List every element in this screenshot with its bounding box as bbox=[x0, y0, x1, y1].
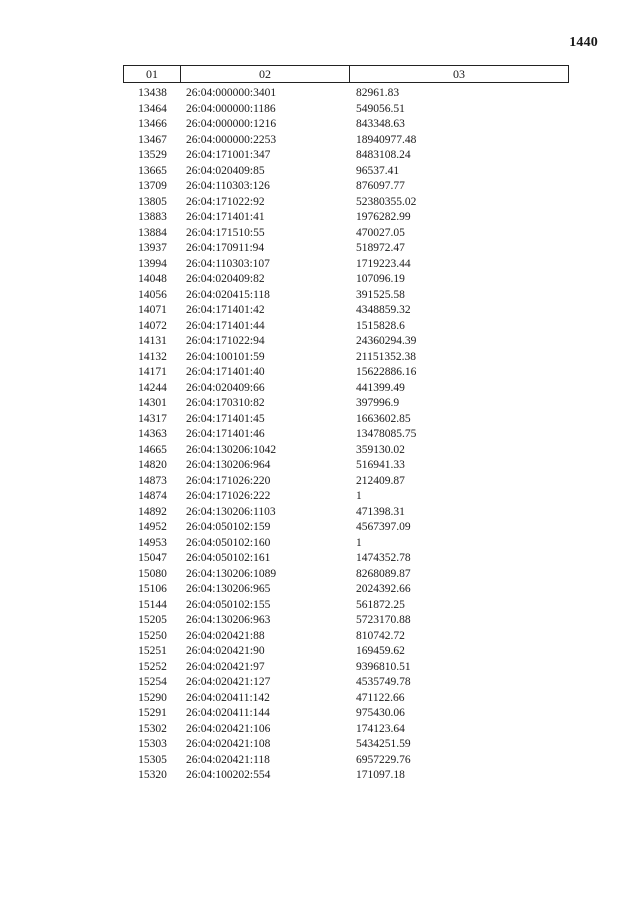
table-row bbox=[123, 241, 569, 257]
value-cell: 843348.63 bbox=[356, 118, 405, 130]
row-number-cell: 15291 bbox=[138, 707, 167, 719]
row-number-cell: 14072 bbox=[138, 319, 167, 332]
table-row bbox=[123, 365, 569, 381]
value-cell: 5723170.88 bbox=[356, 614, 411, 626]
cadastral-number-cell: 26:04:050102:160 bbox=[186, 536, 271, 549]
row-number-cell: 14873 bbox=[138, 474, 167, 487]
cadastral-number-cell: 26:04:020421:88 bbox=[186, 629, 265, 642]
value-cell: 96537.41 bbox=[356, 164, 400, 177]
cadastral-number-cell: 26:04:130206:964 bbox=[186, 459, 271, 471]
table-row bbox=[123, 644, 569, 660]
value-cell: 174123.64 bbox=[356, 722, 405, 735]
column-header-01: 01 bbox=[124, 66, 181, 82]
cadastral-number-cell: 26:04:100202:554 bbox=[186, 769, 271, 781]
table-row bbox=[123, 303, 569, 319]
row-number-cell: 15250 bbox=[138, 629, 167, 642]
table-row bbox=[123, 179, 569, 195]
value-cell: 18940977.48 bbox=[356, 133, 417, 146]
cadastral-number-cell: 26:04:020411:142 bbox=[186, 691, 270, 704]
value-cell: 24360294.39 bbox=[356, 335, 417, 347]
row-number-cell: 14952 bbox=[138, 521, 167, 533]
cadastral-number-cell: 26:04:020415:118 bbox=[186, 288, 270, 301]
cadastral-number-cell: 26:04:171022:94 bbox=[186, 335, 265, 347]
value-cell: 441399.49 bbox=[356, 381, 405, 394]
row-number-cell: 13937 bbox=[138, 242, 167, 254]
cadastral-number-cell: 26:04:020421:90 bbox=[186, 645, 265, 657]
table-row bbox=[123, 381, 569, 397]
cadastral-number-cell: 26:04:130206:1103 bbox=[186, 505, 276, 518]
row-number-cell: 14132 bbox=[138, 350, 167, 363]
value-cell: 397996.9 bbox=[356, 397, 400, 409]
value-cell: 212409.87 bbox=[356, 474, 405, 487]
value-cell: 470027.05 bbox=[356, 226, 405, 239]
value-cell: 1 bbox=[356, 490, 362, 502]
table-row bbox=[123, 427, 569, 443]
row-number-cell: 15254 bbox=[138, 676, 167, 688]
value-cell: 9396810.51 bbox=[356, 660, 411, 673]
row-number-cell: 14171 bbox=[138, 366, 167, 378]
value-cell: 471398.31 bbox=[356, 505, 405, 518]
row-number-cell: 15205 bbox=[138, 614, 167, 626]
value-cell: 8483108.24 bbox=[356, 149, 411, 161]
cadastral-number-cell: 26:04:020409:82 bbox=[186, 273, 265, 285]
page-number: 1440 bbox=[569, 35, 598, 50]
cadastral-number-cell: 26:04:000000:1186 bbox=[186, 102, 276, 115]
cadastral-number-cell: 26:04:110303:107 bbox=[186, 257, 270, 270]
value-cell: 359130.02 bbox=[356, 443, 405, 456]
cadastral-number-cell: 26:04:171510:55 bbox=[186, 226, 265, 239]
value-cell: 4348859.32 bbox=[356, 304, 411, 316]
row-number-cell: 14244 bbox=[138, 381, 167, 394]
table-row bbox=[123, 768, 569, 784]
cadastral-number-cell: 26:04:171401:40 bbox=[186, 366, 265, 378]
table-row bbox=[123, 334, 569, 350]
value-cell: 1474352.78 bbox=[356, 552, 411, 564]
table-row bbox=[123, 505, 569, 521]
table-row bbox=[123, 272, 569, 288]
row-number-cell: 15302 bbox=[138, 722, 167, 735]
table-row bbox=[123, 536, 569, 552]
row-number-cell: 13665 bbox=[138, 164, 167, 177]
cadastral-number-cell: 26:04:050102:161 bbox=[186, 552, 271, 564]
value-cell: 6957229.76 bbox=[356, 753, 411, 766]
value-cell: 561872.25 bbox=[356, 598, 405, 611]
cadastral-number-cell: 26:04:171026:222 bbox=[186, 490, 271, 502]
cadastral-number-cell: 26:04:000000:2253 bbox=[186, 133, 277, 146]
cadastral-number-cell: 26:04:020411:144 bbox=[186, 707, 270, 719]
table-row bbox=[123, 412, 569, 428]
cadastral-number-cell: 26:04:020421:118 bbox=[186, 753, 270, 766]
row-number-cell: 13805 bbox=[138, 195, 167, 208]
table-row bbox=[123, 551, 569, 567]
row-number-cell: 14048 bbox=[138, 273, 167, 285]
row-number-cell: 14131 bbox=[138, 335, 167, 347]
row-number-cell: 14953 bbox=[138, 536, 167, 549]
value-cell: 171097.18 bbox=[356, 769, 405, 781]
row-number-cell: 14665 bbox=[138, 443, 167, 456]
table-row bbox=[123, 288, 569, 304]
column-header-03: 03 bbox=[453, 67, 465, 81]
table-row bbox=[123, 226, 569, 242]
value-cell: 4535749.78 bbox=[356, 676, 411, 688]
value-cell: 52380355.02 bbox=[356, 195, 417, 208]
cadastral-number-cell: 26:04:170911:94 bbox=[186, 242, 265, 254]
cadastral-number-cell: 26:04:130206:1042 bbox=[186, 443, 277, 456]
value-cell: 82961.83 bbox=[356, 87, 400, 99]
value-cell: 516941.33 bbox=[356, 459, 405, 471]
row-number-cell: 13467 bbox=[138, 133, 167, 146]
row-number-cell: 13438 bbox=[138, 87, 167, 99]
row-number-cell: 15047 bbox=[138, 552, 167, 564]
table-row bbox=[123, 117, 569, 133]
table-row bbox=[123, 598, 569, 614]
row-number-cell: 14056 bbox=[138, 288, 167, 301]
value-cell: 518972.47 bbox=[356, 242, 405, 254]
table-row bbox=[123, 520, 569, 536]
row-number-cell: 15252 bbox=[138, 660, 167, 673]
cadastral-number-cell: 26:04:171001:347 bbox=[186, 149, 271, 161]
table-row bbox=[123, 474, 569, 490]
cadastral-number-cell: 26:04:171401:42 bbox=[186, 304, 265, 316]
table-row bbox=[123, 613, 569, 629]
row-number-cell: 15305 bbox=[138, 753, 167, 766]
cadastral-number-cell: 26:04:170310:82 bbox=[186, 397, 265, 409]
value-cell: 15622886.16 bbox=[356, 366, 417, 378]
row-number-cell: 15320 bbox=[138, 769, 167, 781]
cadastral-number-cell: 26:04:100101:59 bbox=[186, 350, 265, 363]
row-number-cell: 14071 bbox=[138, 304, 167, 316]
row-number-cell: 15144 bbox=[138, 598, 167, 611]
data-table bbox=[123, 65, 569, 784]
table-row bbox=[123, 102, 569, 118]
cadastral-number-cell: 26:04:050102:155 bbox=[186, 598, 271, 611]
cadastral-number-cell: 26:04:000000:1216 bbox=[186, 118, 277, 130]
value-cell: 1663602.85 bbox=[356, 412, 411, 425]
table-row bbox=[123, 319, 569, 335]
table-row bbox=[123, 722, 569, 738]
value-cell: 1 bbox=[356, 536, 362, 549]
row-number-cell: 15080 bbox=[138, 567, 167, 580]
cadastral-number-cell: 26:04:130206:965 bbox=[186, 583, 271, 595]
cadastral-number-cell: 26:04:020421:106 bbox=[186, 722, 271, 735]
value-cell: 2024392.66 bbox=[356, 583, 411, 595]
cadastral-number-cell: 26:04:020421:108 bbox=[186, 738, 271, 750]
value-cell: 1719223.44 bbox=[356, 257, 411, 270]
table-row bbox=[123, 660, 569, 676]
row-number-cell: 13994 bbox=[138, 257, 167, 270]
row-number-cell: 15290 bbox=[138, 691, 167, 704]
value-cell: 169459.62 bbox=[356, 645, 405, 657]
row-number-cell: 15303 bbox=[138, 738, 167, 750]
row-number-cell: 14301 bbox=[138, 397, 167, 409]
row-number-cell: 14892 bbox=[138, 505, 167, 518]
table-row bbox=[123, 737, 569, 753]
row-number-cell: 13464 bbox=[138, 102, 167, 115]
table-row bbox=[123, 706, 569, 722]
value-cell: 21151352.38 bbox=[356, 350, 416, 363]
row-number-cell: 14874 bbox=[138, 490, 167, 502]
row-number-cell: 13883 bbox=[138, 211, 167, 223]
cadastral-number-cell: 26:04:020421:97 bbox=[186, 660, 265, 673]
row-number-cell: 14820 bbox=[138, 459, 167, 471]
row-number-cell: 15106 bbox=[138, 583, 167, 595]
row-number-cell: 14363 bbox=[138, 428, 167, 440]
row-number-cell: 15251 bbox=[138, 645, 167, 657]
row-number-cell: 13529 bbox=[138, 149, 167, 161]
row-number-cell: 13884 bbox=[138, 226, 167, 239]
column-header-02: 02 bbox=[181, 66, 350, 82]
cadastral-number-cell: 26:04:171026:220 bbox=[186, 474, 271, 487]
table-row bbox=[123, 164, 569, 180]
table-row bbox=[123, 567, 569, 583]
row-number-cell: 13709 bbox=[138, 180, 167, 192]
table-row bbox=[123, 350, 569, 366]
cadastral-number-cell: 26:04:171401:46 bbox=[186, 428, 265, 440]
value-cell: 549056.51 bbox=[356, 102, 405, 115]
table-row bbox=[123, 195, 569, 211]
cadastral-number-cell: 26:04:171401:44 bbox=[186, 319, 265, 332]
cadastral-number-cell: 26:04:130206:1089 bbox=[186, 567, 277, 580]
value-cell: 4567397.09 bbox=[356, 521, 411, 533]
cadastral-number-cell: 26:04:020421:127 bbox=[186, 676, 271, 688]
table-row bbox=[123, 148, 569, 164]
cadastral-number-cell: 26:04:171022:92 bbox=[186, 195, 265, 208]
table-row bbox=[123, 257, 569, 273]
value-cell: 107096.19 bbox=[356, 273, 405, 285]
table-row bbox=[123, 629, 569, 645]
cadastral-number-cell: 26:04:000000:3401 bbox=[186, 87, 277, 99]
value-cell: 8268089.87 bbox=[356, 567, 411, 580]
cadastral-number-cell: 26:04:171401:45 bbox=[186, 412, 265, 425]
cadastral-number-cell: 26:04:050102:159 bbox=[186, 521, 271, 533]
table-body bbox=[123, 86, 569, 784]
value-cell: 13478085.75 bbox=[356, 428, 417, 440]
value-cell: 391525.58 bbox=[356, 288, 405, 301]
table-row bbox=[123, 210, 569, 226]
value-cell: 876097.77 bbox=[356, 180, 405, 192]
table-row bbox=[123, 489, 569, 505]
value-cell: 810742.72 bbox=[356, 629, 405, 642]
value-cell: 1515828.6 bbox=[356, 319, 405, 332]
table-row bbox=[123, 86, 569, 102]
value-cell: 1976282.99 bbox=[356, 211, 411, 223]
value-cell: 471122.66 bbox=[356, 691, 405, 704]
table-row bbox=[123, 133, 569, 149]
table-row bbox=[123, 443, 569, 459]
table-row bbox=[123, 396, 569, 412]
cadastral-number-cell: 26:04:020409:66 bbox=[186, 381, 265, 394]
cadastral-number-cell: 26:04:110303:126 bbox=[186, 180, 270, 192]
table-row bbox=[123, 691, 569, 707]
row-number-cell: 13466 bbox=[138, 118, 167, 130]
table-row bbox=[123, 753, 569, 769]
cadastral-number-cell: 26:04:171401:41 bbox=[186, 211, 265, 223]
table-header bbox=[123, 65, 569, 83]
table-row bbox=[123, 458, 569, 474]
value-cell: 975430.06 bbox=[356, 707, 405, 719]
value-cell: 5434251.59 bbox=[356, 738, 411, 750]
cadastral-number-cell: 26:04:020409:85 bbox=[186, 164, 265, 177]
table-row bbox=[123, 582, 569, 598]
cadastral-number-cell: 26:04:130206:963 bbox=[186, 614, 271, 626]
row-number-cell: 14317 bbox=[138, 412, 167, 425]
table-row bbox=[123, 675, 569, 691]
